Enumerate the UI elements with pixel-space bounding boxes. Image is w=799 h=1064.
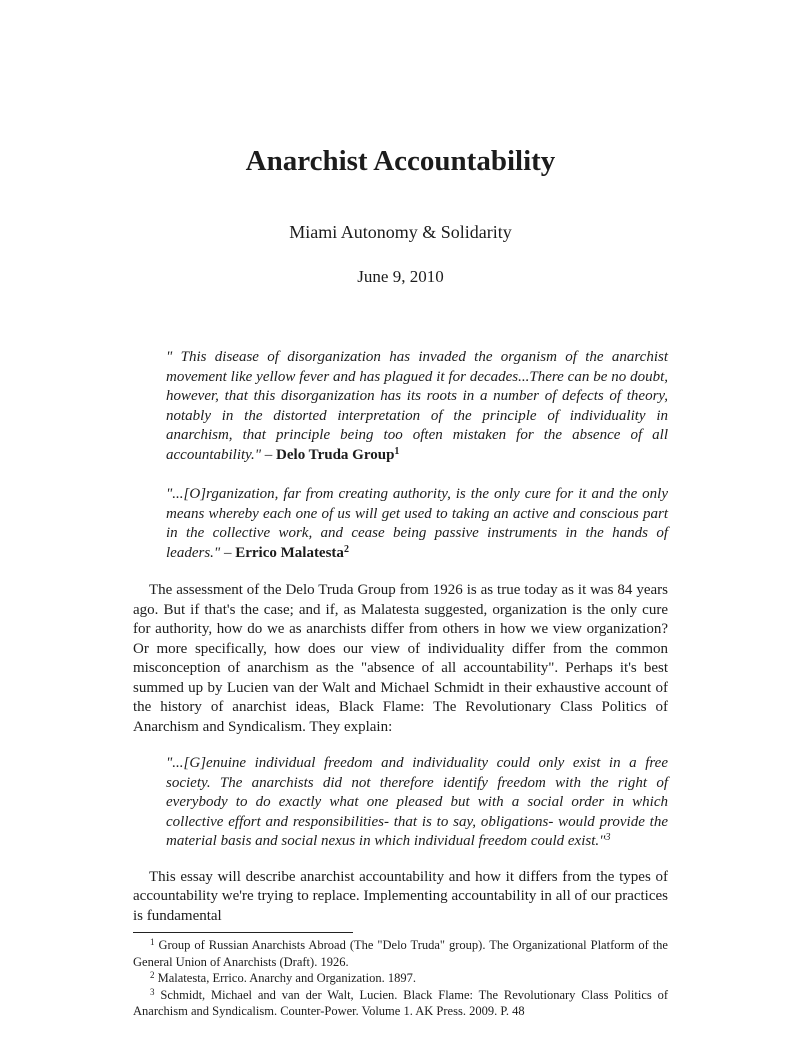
footnote-marker-1: 1: [150, 937, 155, 947]
quote-dash: –: [261, 446, 277, 463]
footnote-ref-2: 2: [343, 543, 349, 555]
document-content: [133, 0, 668, 1020]
footnote-ref-3: 3: [605, 832, 611, 843]
footnote-marker-3: 3: [150, 986, 155, 997]
quote-dash: –: [220, 544, 236, 561]
body-paragraph-essay-intro: This essay will describe anarchist accountability and how it differs from the types of accountability we're trying to replace. Implementing accountability in all of our practices is fundamental: [133, 868, 668, 924]
footnote-marker-2: 2: [150, 970, 155, 980]
footnote-ref-1: 1: [394, 445, 400, 457]
footnote-divider: [133, 932, 353, 933]
quote-attribution: Errico Malatesta: [235, 544, 344, 561]
epigraph-quote-malatesta: [166, 485, 668, 563]
footnote-text: Malatesta, Errico. Anarchy and Organization. 1897.: [157, 971, 416, 985]
quote-text: "...[O]rganization, far from creating authority, is the only cure for it and the only means whereby each one of us will get used to taking an active and conscious part in the collective work, and cease being passive instruments in the hands of leaders.": [166, 486, 668, 561]
footnote-2: [133, 970, 668, 987]
block-quote-black-flame: [166, 754, 668, 852]
document-date: June 9, 2010: [357, 267, 444, 286]
footnote-1: [133, 937, 668, 970]
quote-text: " This disease of disorganization has invaded the organism of the anarchist movement like yellow fever and has plagued it for decades...There can be no doubt, however, that this disorganization has its roots in a number of defects of theory, notably in the distorted interpretation of the principle of individuality in anarchism, that principle being too often mistaken for the absence of all accountability.": [166, 349, 668, 463]
document-author: Miami Autonomy & Solidarity: [289, 222, 512, 242]
epigraph-quote-delo-truda: [166, 348, 668, 465]
quote-text: "...[G]enuine individual freedom and individuality could only exist in a free society. The anarchists did not therefore identify freedom with the right of everybody to do exactly what one pleased but with a social order in which collective effort and responsibilities- that is to say, obligations- would provide the material basis and social nexus in which individual freedom could exist.": [166, 755, 668, 849]
footnote-3: [133, 987, 668, 1020]
footnote-text: Schmidt, Michael and van der Walt, Lucien. Black Flame: The Revolutionary Class Politics of Anarchism and Syndicalism. Counter-Power. Volume 1. AK Press. 2009. P. 48: [133, 987, 669, 1018]
body-paragraph-assessment: The assessment of the Delo Truda Group from 1926 is as true today as it was 84 years ago. But if that's the case; and if, as Malatesta suggested, organization is the only cure for authority, how do we as anarchists differ from others in how we view organization? Or more specifically, how does our view of individuality differ from the common misconception of anarchism as the "absence of all accountability". Perhaps it's best summed up by Lucien van der Walt and Michael Schmidt in their exhaustive account of the history of anarchist ideas, Black Flame: The Revolutionary Class Politics of Anarchism and Syndicalism. They explain:: [133, 582, 668, 735]
footnotes-section: [133, 937, 668, 1020]
footnote-text: Group of Russian Anarchists Abroad (The "Delo Truda" group). The Organizational Platform of the General Union of Anarchists (Draft). 1926.: [133, 938, 668, 969]
quote-attribution: Delo Truda Group: [276, 446, 395, 463]
document-title: Anarchist Accountability: [245, 145, 556, 177]
